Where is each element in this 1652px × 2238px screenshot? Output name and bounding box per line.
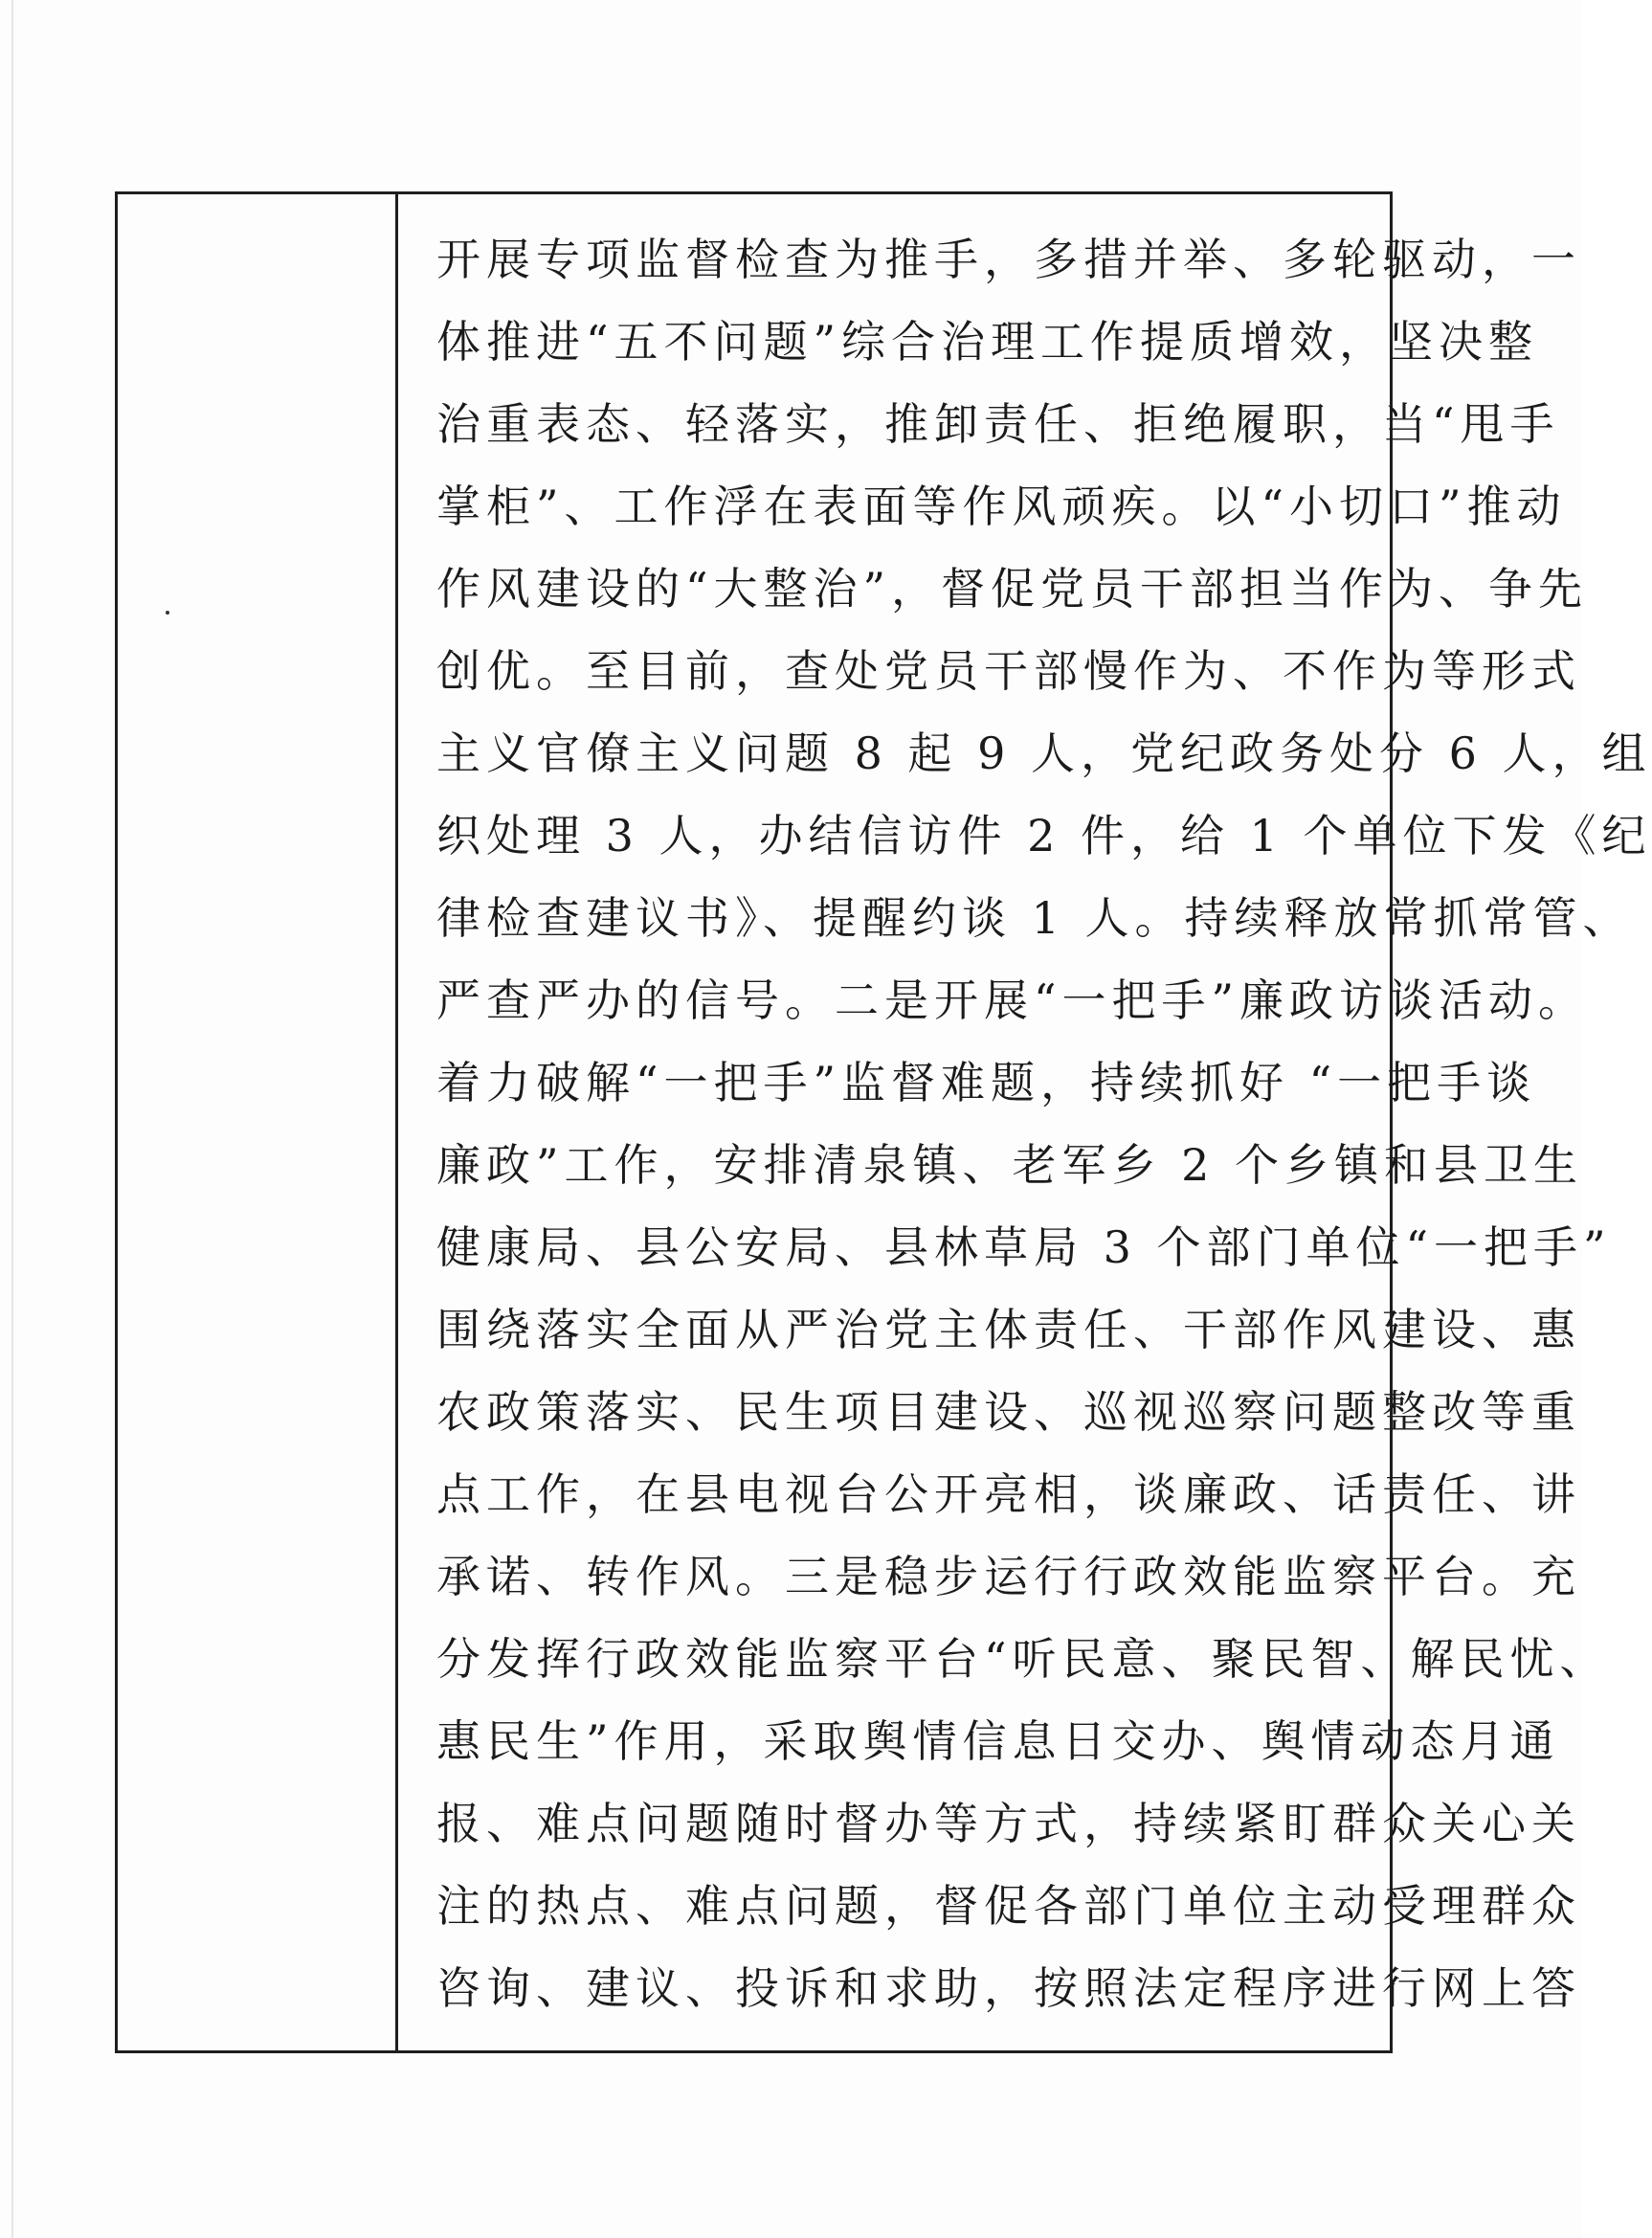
body-text-line: 体推进“五不问题”综合治理工作提质增效，坚决整 [436,316,1539,368]
body-text-line: 严查严办的信号。二是开展“一把手”廉政访谈活动。 [436,974,1589,1026]
right-cell-body [398,194,1652,2050]
table-frame [115,191,1652,2053]
body-text-line: 咨询、建议、投诉和求助，按照法定程序进行网上答 [436,1962,1581,2014]
body-text-line: 健康局、县公安局、县林草局 3 个部门单位“一把手” [436,1221,1612,1273]
body-text-line: 开展专项监督检查为推手，多措并举、多轮驱动，一 [436,234,1581,285]
body-text-line: 作风建设的“大整治”，督促党员干部担当作为、争先 [436,563,1589,615]
left-cell-empty [118,194,395,2050]
body-text-line: 注的热点、难点问题，督促各部门单位主动受理群众 [436,1880,1581,1932]
body-text-line: 掌柜”、工作浮在表面等作风顽疾。以“小切口”推动 [436,481,1567,532]
body-text-line: 创优。至目前，查处党员干部慢作为、不作为等形式 [436,645,1581,697]
body-text-line: 治重表态、轻落实，推卸责任、拒绝履职，当“甩手 [436,398,1560,450]
scan-edge-line [11,0,13,2238]
body-text-line: 律检查建议书》、提醒约谈 1 人。持续释放常抓常管、 [436,892,1633,944]
body-text-line: 承诺、转作风。三是稳步运行行政效能监察平台。充 [436,1551,1581,1602]
body-text-line: 着力破解“一把手”监督难题，持续抓好 “一把手谈 [436,1057,1537,1108]
body-text-line: 分发挥行政效能监察平台“听民意、聚民智、解民忧、 [436,1633,1610,1685]
body-text-line: 报、难点问题随时督办等方式，持续紧盯群众关心关 [436,1798,1581,1849]
body-text-line: 围绕落实全面从严治党主体责任、干部作风建设、惠 [436,1304,1581,1355]
body-text-line: 农政策落实、民生项目建设、巡视巡察问题整改等重 [436,1386,1581,1438]
body-text-line: 主义官僚主义问题 8 起 9 人，党纪政务处分 6 人，组 [436,727,1652,779]
body-text-line: 惠民生”作用，采取舆情信息日交办、舆情动态月通 [436,1715,1560,1767]
body-text-line: 点工作，在县电视台公开亮相，谈廉政、话责任、讲 [436,1468,1581,1520]
scan-speck [166,611,169,615]
body-text-line: 织处理 3 人，办结信访件 2 件，给 1 个单位下发《纪 [436,810,1652,862]
body-text-line: 廉政”工作，安排清泉镇、老军乡 2 个乡镇和县卫生 [436,1139,1584,1191]
